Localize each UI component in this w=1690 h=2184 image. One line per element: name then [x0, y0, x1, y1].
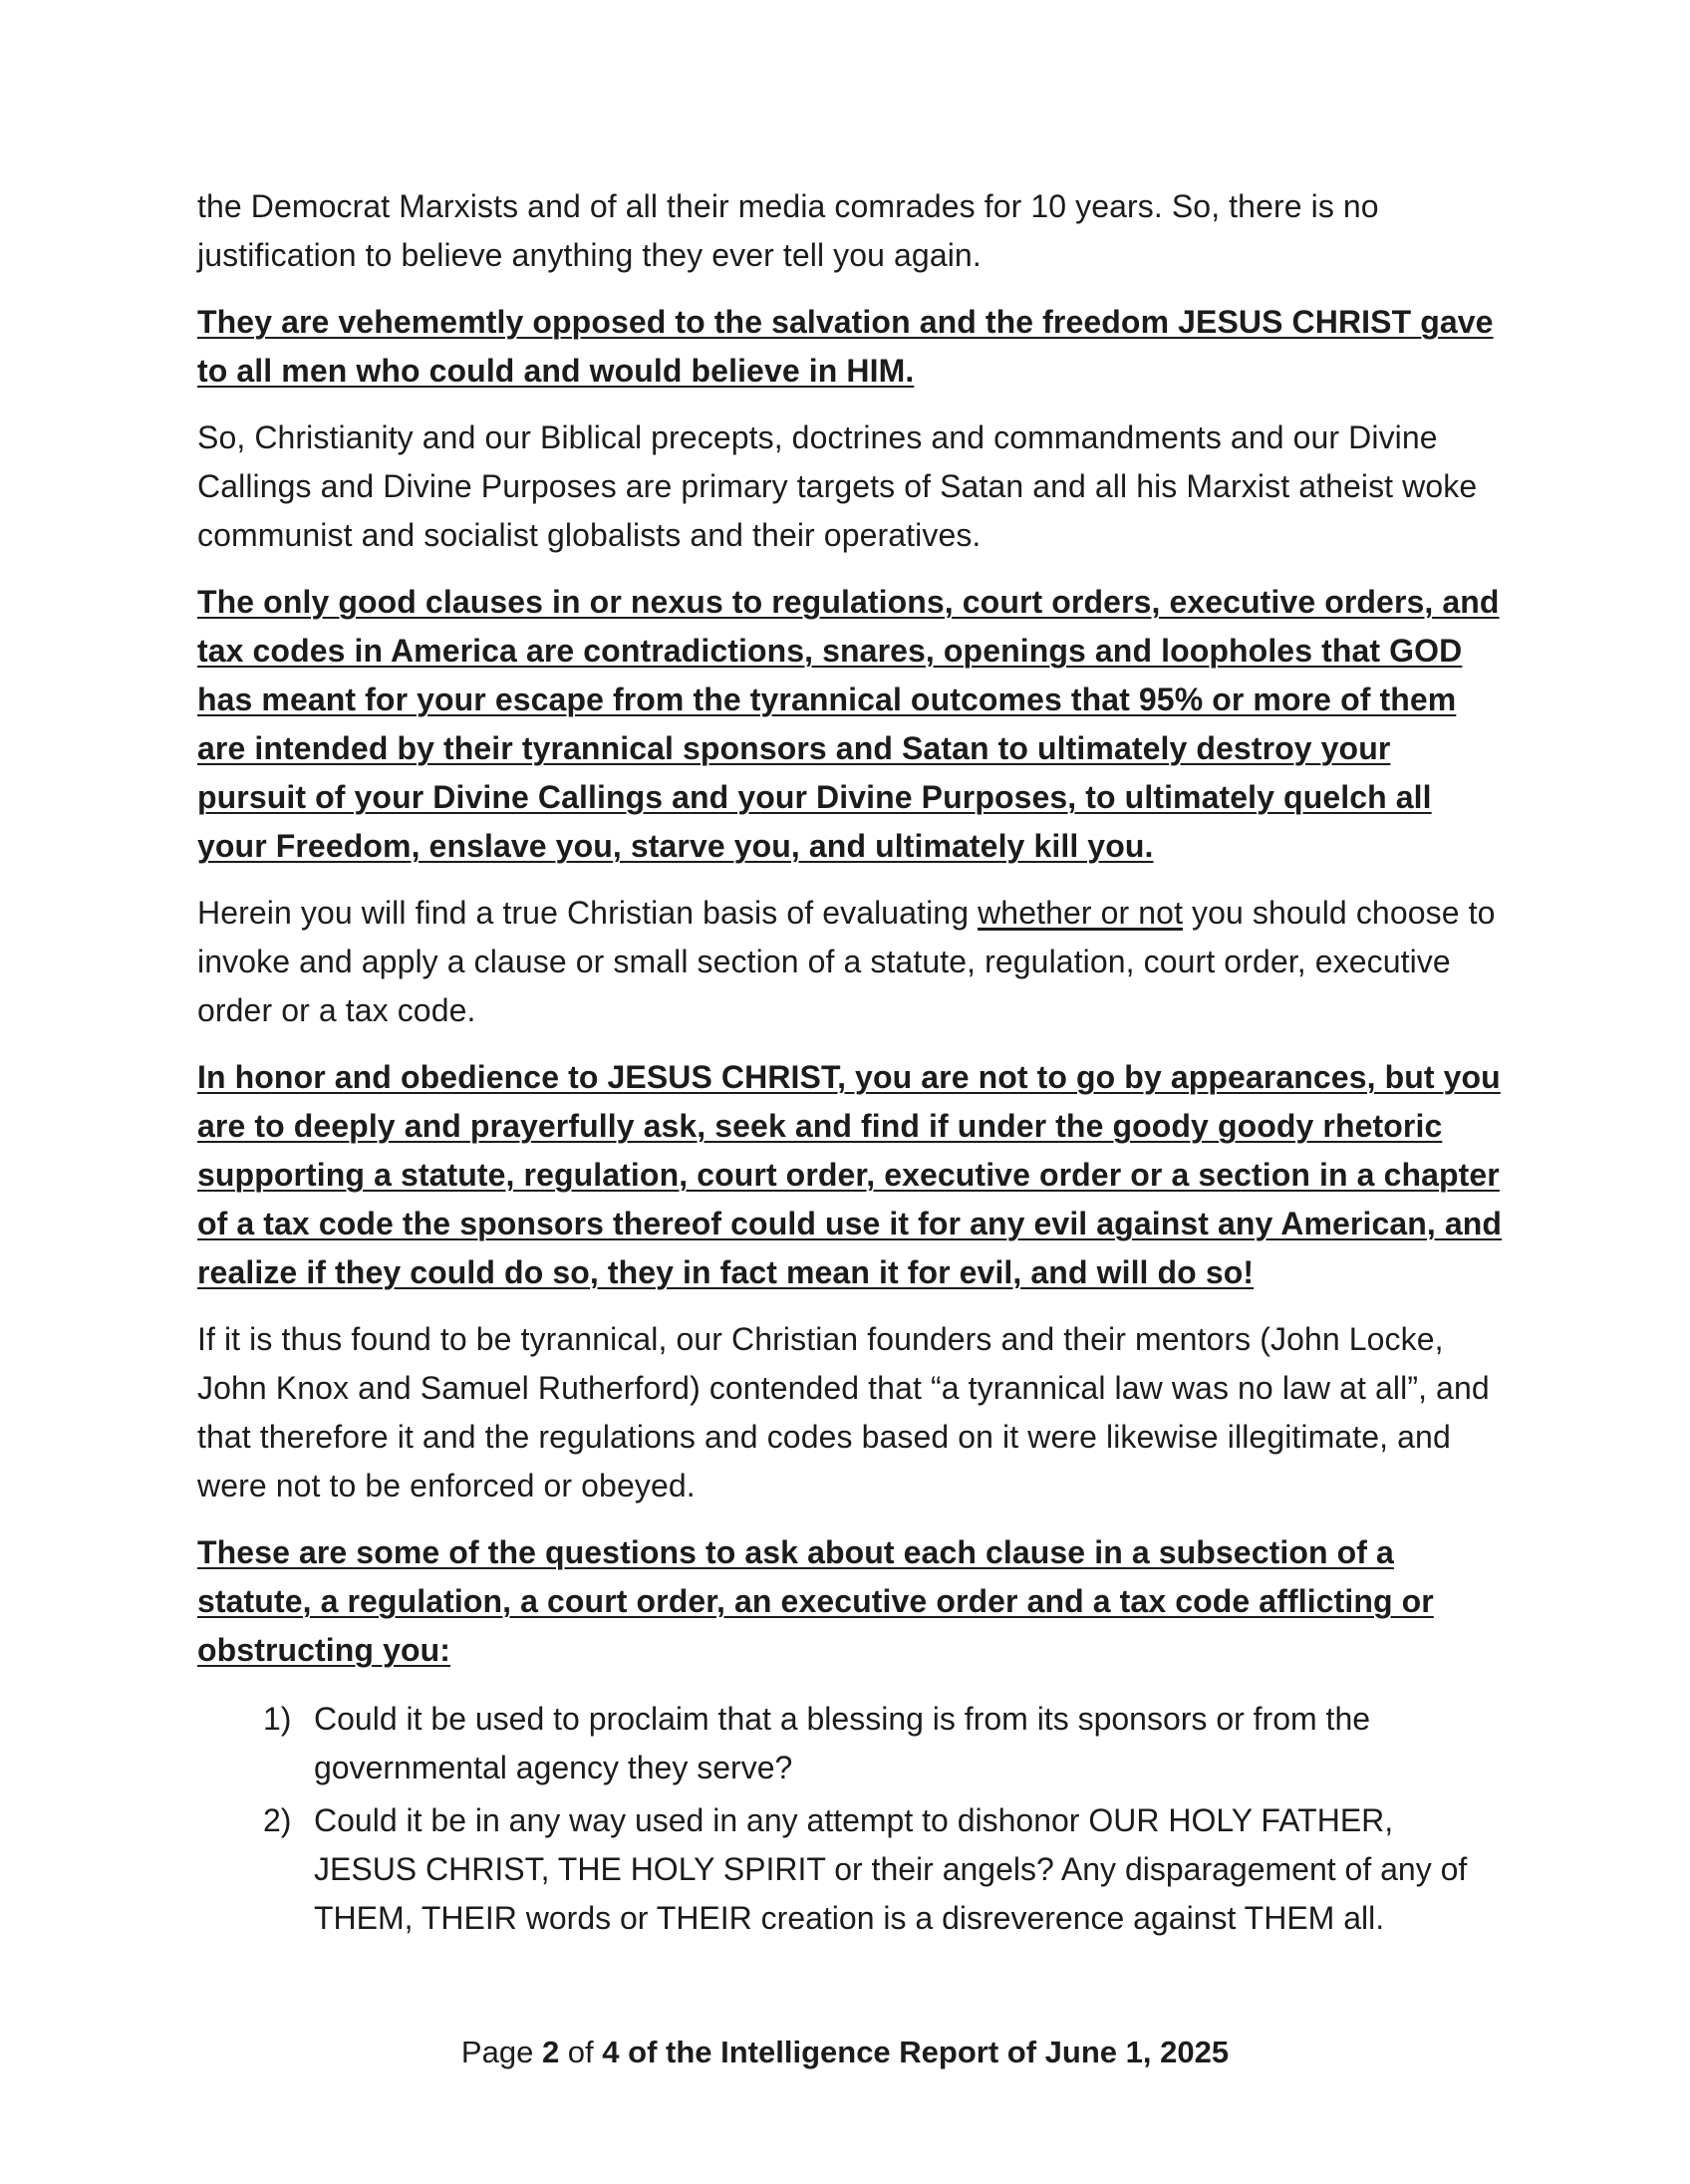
footer-page-number: 2 [541, 2035, 560, 2069]
list-item [197, 1796, 1503, 1943]
paragraph-emphasis-questions: These are some of the questions to ask about each clause in a subsection of a statute, a regulation, a court order, an executive order and a tax code afflicting or obstructing you: [197, 1534, 1434, 1668]
paragraph-basis [197, 889, 1503, 1035]
paragraph-emphasis-obedience: In honor and obedience to JESUS CHRIST, you are not to go by appearances, but you are to deeply and prayerfully ask, seek and find if under the goody goody rhetoric supporting a statute, regulation, court order, executive order or a section in a chapter of a tax code the sponsors thereof could use it for any evil against any American, and realize if they could do so, they in fact mean it for evil, and will do so! [197, 1059, 1503, 1290]
paragraph-founders: If it is thus found to be tyrannical, our Christian founders and their mentors (John Locke, John Knox and Samuel Rutherford) contended that “a tyrannical law was no law at all”, and that therefore it and the regulations and codes based on it were likewise illegitimate, and were not to be enforced or obeyed. [197, 1321, 1490, 1503]
footer-report-title: of the Intelligence Report of June 1, 2025 [619, 2035, 1230, 2069]
questions-list [197, 1695, 1503, 1943]
paragraph-emphasis-salvation: They are vehememtly opposed to the salvation and the freedom JESUS CHRIST gave to all men who could and would believe in HIM. [197, 304, 1494, 389]
list-item-text: Could it be in any way used in any attempt to dishonor OUR HOLY FATHER, JESUS CHRIST, THE HOLY SPIRIT or their angels? Any disparagement of any of THEM, THEIR words or THEIR creation is a disreverence against THEM all. [314, 1802, 1468, 1936]
page-footer [0, 2033, 1690, 2072]
body-text [197, 182, 1503, 1947]
basis-text-end: you should choose to invoke and apply a clause or small section of a statute, regulation, court order, executive order or a tax code. [197, 895, 1496, 1028]
list-item [197, 1695, 1503, 1792]
paragraph-targets: So, Christianity and our Biblical precepts, doctrines and commandments and our Divine Callings and Divine Purposes are primary targets of Satan and all his Marxist atheist woke communist and socialist globalists and their operatives. [197, 419, 1478, 553]
list-item-number: 2) [263, 1802, 292, 1838]
footer-page-word: Page [460, 2035, 542, 2069]
list-item-text: Could it be used to proclaim that a blessing is from its sponsors or from the governmental agency they serve? [314, 1701, 1371, 1785]
basis-underlined-phrase: whether or not [978, 895, 1184, 931]
paragraph-emphasis-clauses: The only good clauses in or nexus to regulations, court orders, executive orders, and tax codes in America are contradictions, snares, openings and loopholes that GOD has meant for your escape from the tyrannical outcomes that 95% or more of them are intended by their tyrannical sponsors and Satan to ultimately destroy your pursuit of your Divine Callings and your Divine Purposes, to ultimately quelch all your Freedom, enslave you, starve you, and ultimately kill you. [197, 584, 1500, 864]
footer-total-pages: 4 [602, 2035, 620, 2069]
list-item-number: 1) [263, 1701, 292, 1737]
basis-text-start: Herein you will find a true Christian basis of evaluating [197, 895, 979, 931]
footer-of-word: of [559, 2035, 603, 2069]
paragraph-intro: the Democrat Marxists and of all their media comrades for 10 years. So, there is no justification to believe anything they ever tell you again. [197, 188, 1379, 273]
